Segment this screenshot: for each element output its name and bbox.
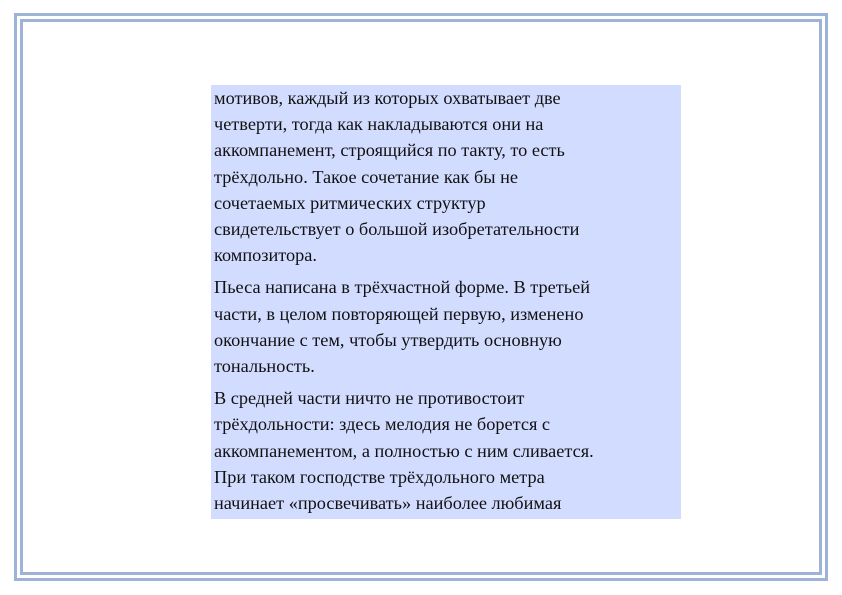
text-box: [211, 85, 681, 519]
paragraph-3: В средней части ничто не противостоит трёхдольности: здесь мелодия не борется с аккомпанементом, а полностью с ним сливается. При таком господстве трёхдольного метра начинает «просвечивать» наиболее любимая: [214, 388, 594, 514]
paragraph-1: мотивов, каждый из которых охватывает две четверти, тогда как накладываются они на аккомпанемент, строящийся по такту, то есть трёхдольно. Такое сочетание как бы не сочетаемых ритмических структур свидетельствует о большой изобретательности композитора.: [214, 88, 580, 266]
paragraph-2: Пьеса написана в трёхчастной форме. В третьей части, в целом повторяющей первую, изменено окончание с тем, чтобы утвердить основную тональность.: [214, 277, 590, 377]
